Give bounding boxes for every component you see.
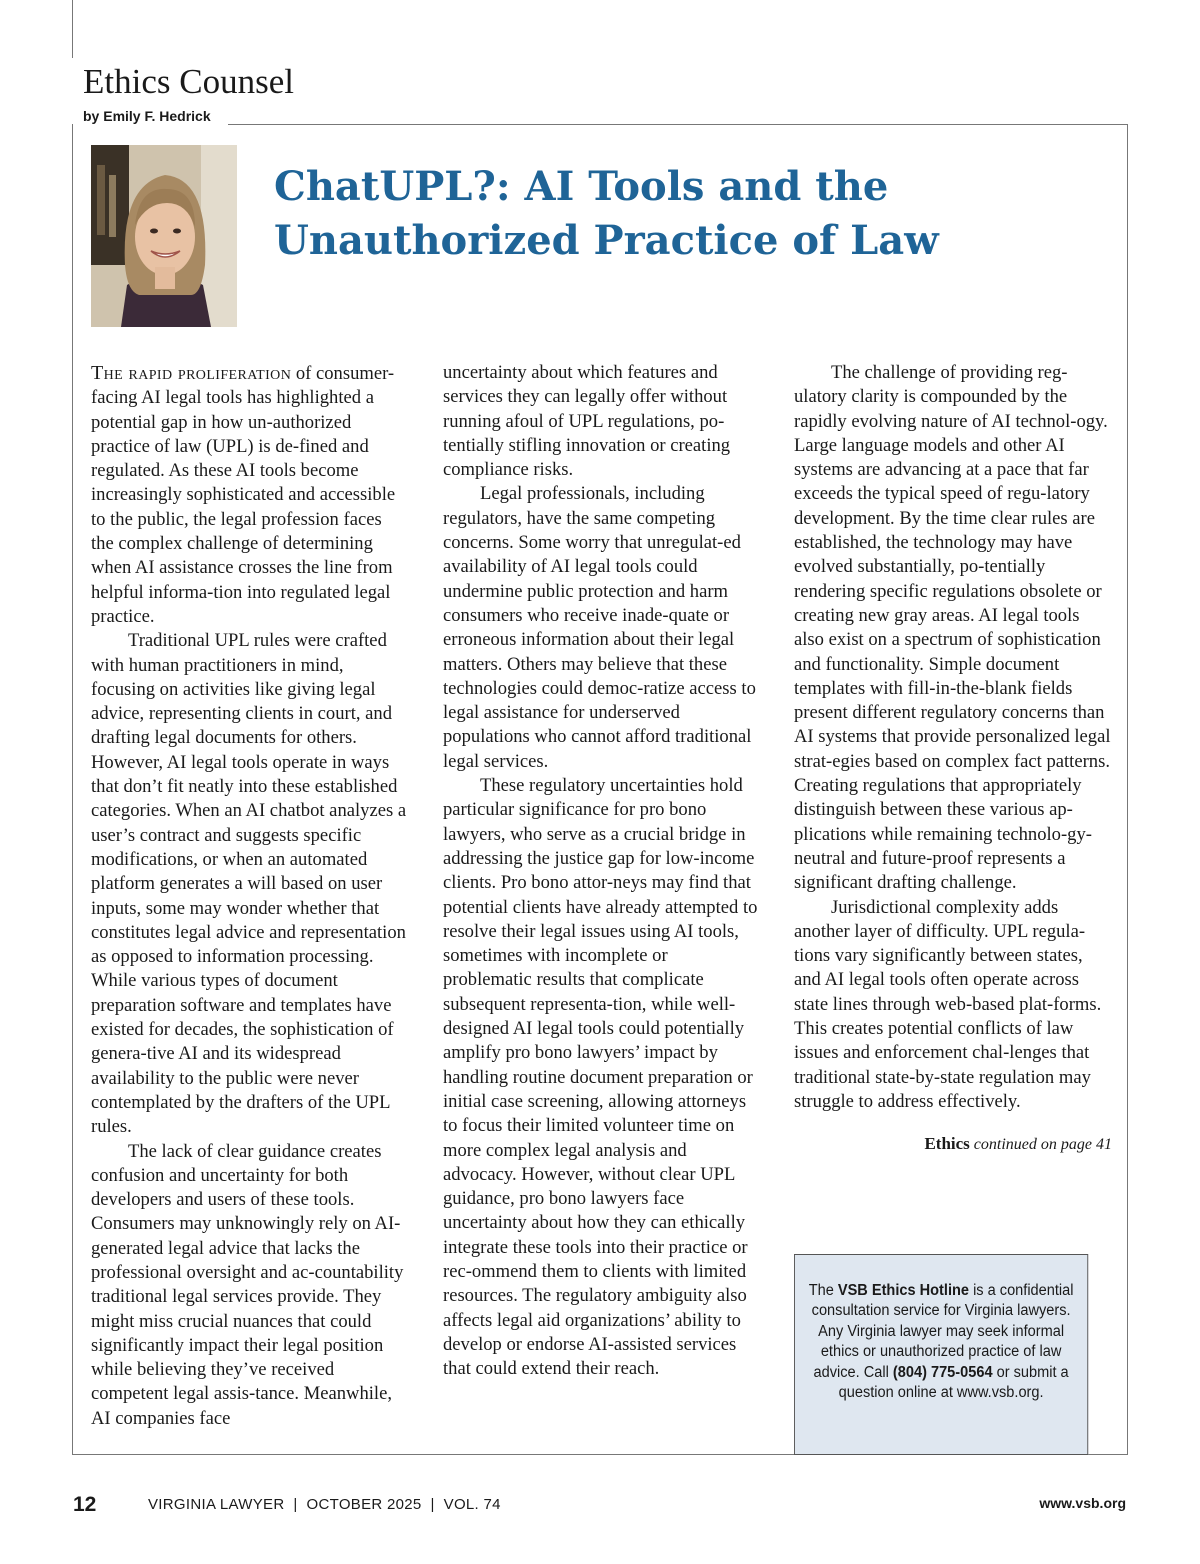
hotline-text-mid: is a confidential consultation service for Virginia lawyers. Any Virginia lawyer may seek informal ethics or unauthorized practice of law advice. Call	[811, 1282, 1074, 1381]
page-left-rule	[72, 0, 73, 58]
article-column-1	[91, 361, 409, 1431]
article-paragraph: The challenge of providing reg-ulatory clarity is compounded by the rapidly evolving nature of AI technol-ogy. Large language models and other AI systems are advancing at a pace that far exceeds the typical speed of regu-latory development. By the time clear rules are established, the technology may have evolved substantially, po-tentially rendering specific regulations obsolete or creating new gray areas. AI legal tools also exist on a spectrum of sophistication and functionality. Simple document templates with fill-in-the-blank fields present different regulatory concerns than AI systems that provide personalized legal strat-egies based on complex fact patterns. Creating regulations that appropriately distinguish between these various ap-plications while remaining technolo-gy-neutral and future-proof represents a significant drafting challenge.	[794, 362, 1111, 894]
article-frame-top-rule	[228, 124, 1127, 125]
paragraph-text: of consumer-facing AI legal tools has highlighted a potential gap in how un-authorized practice of law (UPL) is de-fined and regulated. As these AI tools become increasingly sophisticated and accessible to the public, the legal profession faces the complex challenge of determining when AI assistance crosses the line from helpful informa-tion into regulated legal practice.	[91, 363, 396, 627]
hotline-phone: (804) 775-0564	[892, 1363, 993, 1381]
website-url: www.vsb.org	[1039, 1495, 1126, 1511]
author-portrait-illustration	[91, 145, 237, 327]
hotline-name: VSB Ethics Hotline	[837, 1282, 970, 1299]
headline-line-2: Unauthorized Practice of Law	[274, 217, 939, 264]
author-portrait	[91, 145, 237, 327]
article-paragraph: Legal professionals, including regulators, have the same competing concerns. Some worry that unregulat-ed availability of AI legal tools could undermine public protection and harm consumers who receive inade-quate or erroneous information about their legal matters. Others may believe that these technologies could democ-ratize access to legal assistance for underserved populations who cannot afford traditional legal services.	[443, 483, 756, 772]
article-paragraph: These regulatory uncertainties hold particular significance for pro bono lawyers, who serve as a crucial bridge in addressing the justice gap for low-income clients. Pro bono attor-neys may find that potential clients have already attempted to resolve their legal issues using AI tools, sometimes with incomplete or problematic results that complicate subsequent representa-tion, while well-designed AI legal tools could potentially amplify pro bono lawyers’ impact by handling routine document preparation or initial case screening, allowing attorneys to focus their limited volunteer time on more complex legal analysis and advocacy. However, without clear UPL guidance, pro bono lawyers face uncertainty about how they can ethically integrate these tools into their practice or rec-ommend them to clients with limited resources. The regulatory ambiguity also affects legal aid organizations’ ability to develop or endorse AI-assisted services that could extend their reach.	[443, 775, 758, 1380]
article-paragraph: Jurisdictional complexity adds another layer of difficulty. UPL regula-tions vary significantly between states, and AI legal tools often operate across state lines through web-based plat-forms. This creates potential conflicts of law issues and enforcement chal-lenges that traditional state-by-state regulation may struggle to address effectively.	[794, 896, 1102, 1112]
lead-in: The rapid proliferation	[91, 362, 292, 384]
continued-jump-line	[794, 1132, 1112, 1157]
hotline-text-post: or submit a question online at www.vsb.org.	[838, 1363, 1069, 1402]
jump-note: continued on page 41	[973, 1136, 1112, 1154]
article-headline	[274, 160, 1094, 268]
byline: by Emily F. Hedrick	[83, 108, 211, 124]
section-title: Ethics Counsel	[83, 62, 294, 101]
article-paragraph: The lack of clear guidance creates confusion and uncertainty for both developers and users of these tools. Consumers may unknowingly rely on AI-generated legal advice that lacks the professional oversight and ac-countability traditional legal services provide. They might miss crucial nuances that could significantly impact their legal position while believing they’ve received competent legal assis-tance. Meanwhile, AI companies face	[91, 1140, 404, 1429]
publication-line: VIRGINIA LAWYER | OCTOBER 2025 | VOL. 74	[148, 1496, 501, 1513]
article-column-2	[443, 361, 761, 1381]
article-column-3	[794, 361, 1112, 1158]
headline-line-1: ChatUPL?: AI Tools and the	[274, 163, 889, 210]
article-paragraph: uncertainty about which features and services they can legally offer without running afoul of UPL regulations, po-tentially stifling innovation or creating compliance risks.	[443, 362, 731, 481]
article-paragraph: Traditional UPL rules were crafted with human practitioners in mind, focusing on activities like giving legal advice, representing clients in court, and drafting legal documents for others. However, AI legal tools operate in ways that don’t fit neatly into these established categories. When an AI chatbot analyzes a user’s contract and suggests specific modifications, or when an automated platform generates a will based on user inputs, some may wonder whether that constitutes legal advice and representation as opposed to information processing. While various types of document preparation software and templates have existed for decades, the sophistication of genera-tive AI and its widespread availability to the public were never contemplated by the drafters of the UPL rules.	[91, 630, 407, 1138]
page-number: 12	[73, 1493, 97, 1516]
article-paragraph	[91, 361, 409, 629]
jump-word: Ethics	[924, 1134, 970, 1154]
hotline-text-pre: The	[808, 1282, 838, 1299]
ethics-hotline-box	[794, 1254, 1088, 1455]
